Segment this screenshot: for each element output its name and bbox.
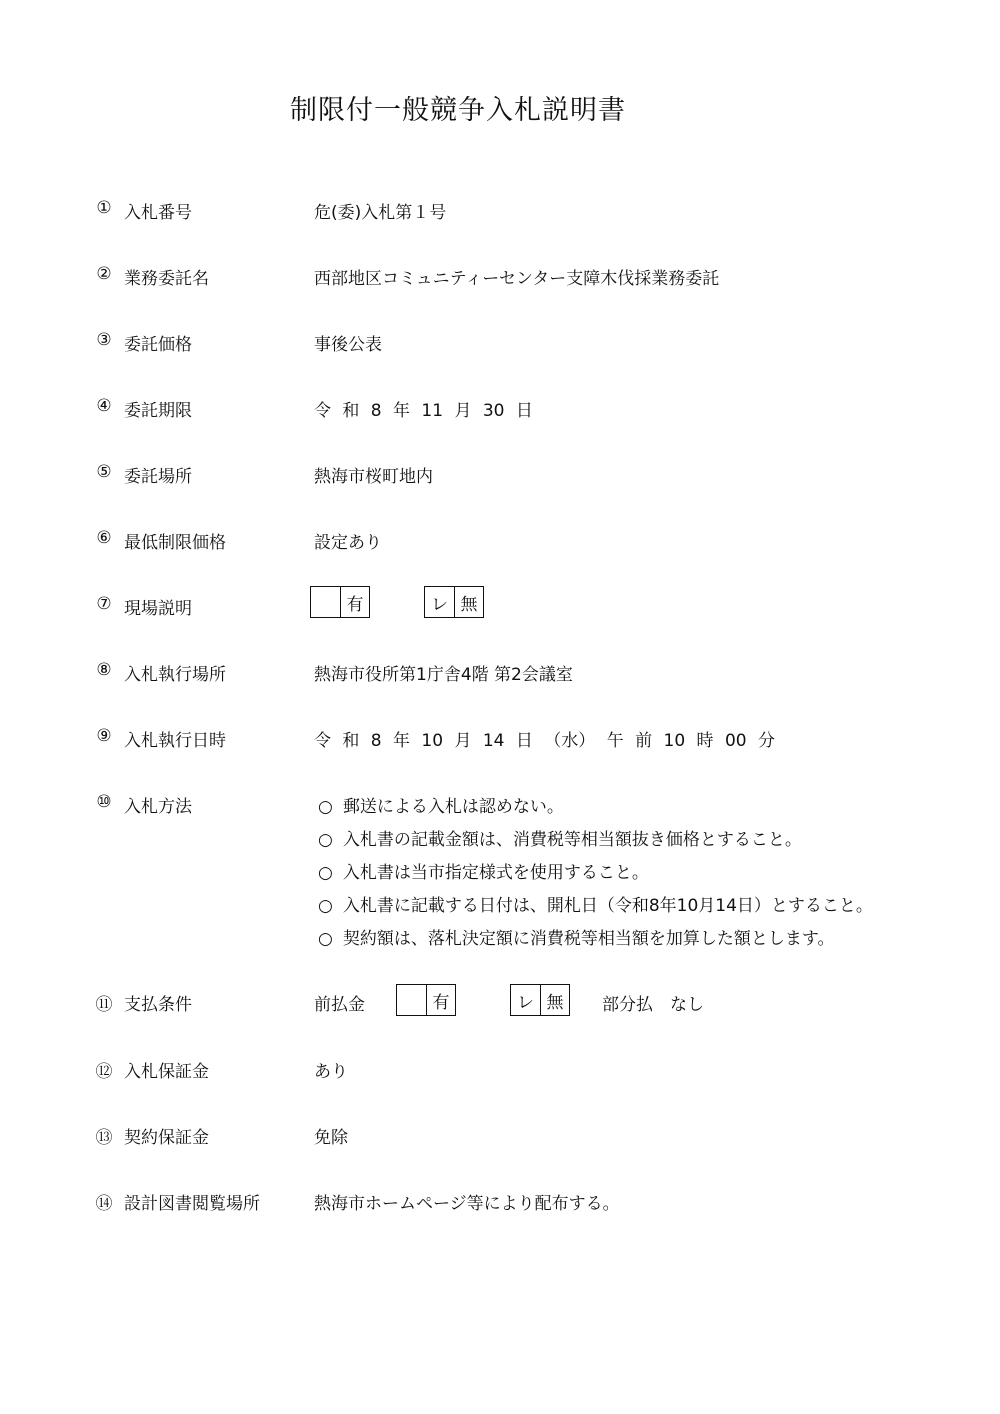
item-number: ⑬: [95, 1128, 113, 1148]
method-line: [318, 792, 564, 817]
item-bid-venue: [0, 660, 1000, 686]
item-label: 現場説明: [124, 599, 192, 619]
item-value: 事後公表: [314, 335, 382, 355]
item-number: ②: [96, 264, 112, 284]
item-number: ⑥: [96, 528, 112, 548]
checkbox-cell: レ: [517, 992, 534, 1013]
item-label: 入札方法: [124, 797, 192, 817]
item-value: 令 和 8 年 10 月 14 日 （水） 午 前 10 時 00 分: [314, 731, 775, 751]
item-label: 業務委託名: [124, 269, 209, 289]
checkbox-cell: [397, 985, 426, 1015]
item-label: 委託期限: [124, 401, 192, 421]
item-label: 設計図書閲覧場所: [124, 1194, 260, 1214]
item-number: ④: [96, 396, 112, 416]
item-number: ⑧: [96, 660, 112, 680]
item-value: あり: [314, 1062, 348, 1082]
item-label: 入札保証金: [124, 1062, 209, 1082]
option-label: 有: [426, 985, 455, 1015]
item-document-viewing: [0, 1189, 1000, 1215]
item-label: 委託価格: [124, 335, 192, 355]
item-contract-deadline: [0, 396, 1000, 422]
item-number: ⑭: [95, 1194, 113, 1214]
item-number: ③: [96, 330, 112, 350]
item-number: ⑪: [95, 995, 113, 1015]
item-contract-location: [0, 462, 1000, 488]
circle-bullet-icon: ○: [318, 830, 333, 850]
item-number: ⑩: [96, 792, 112, 812]
item-label: 委託場所: [124, 467, 192, 487]
checkbox-cell: レ: [431, 594, 448, 615]
item-label: 入札番号: [124, 203, 192, 223]
method-line: [318, 825, 802, 850]
item-bid-bond: [0, 1057, 1000, 1083]
item-contract-name: [0, 264, 1000, 290]
item-value: 設定あり: [314, 533, 382, 553]
prepayment-label: 前払金: [314, 995, 365, 1015]
item-value: 熱海市役所第1庁舎4階 第2会議室: [314, 665, 573, 685]
item-value: 危(委)入札第１号: [314, 203, 447, 223]
site-briefing-no-box: [424, 586, 484, 618]
item-label: 入札執行場所: [124, 665, 226, 685]
item-value: 令 和 8 年 11 月 30 日: [314, 401, 533, 421]
item-minimum-price: [0, 528, 1000, 554]
item-label: 契約保証金: [124, 1128, 209, 1148]
item-number: ①: [96, 198, 112, 218]
item-label: 入札執行日時: [124, 731, 226, 751]
item-payment-terms: [0, 990, 1000, 1016]
item-contract-bond: [0, 1123, 1000, 1149]
circle-bullet-icon: ○: [318, 863, 333, 883]
method-line: [318, 924, 834, 949]
item-number: ⑫: [95, 1062, 113, 1082]
method-text: 契約額は、落札決定額に消費税等相当額を加算した額とします。: [342, 929, 835, 949]
item-contract-price: [0, 330, 1000, 356]
item-number: ⑤: [96, 462, 112, 482]
option-label: 無: [540, 985, 569, 1015]
document-title: 制限付一般競争入札説明書: [290, 95, 626, 126]
item-value: 熱海市桜町地内: [314, 467, 433, 487]
prepayment-yes-box: [396, 984, 456, 1016]
method-text: 入札書に記載する日付は、開札日（令和8年10月14日）とすること。: [342, 896, 873, 916]
method-text: 郵送による入札は認めない。: [342, 797, 564, 817]
circle-bullet-icon: ○: [318, 797, 333, 817]
site-briefing-yes-box: [310, 586, 370, 618]
circle-bullet-icon: ○: [318, 896, 333, 916]
item-bid-method: [0, 792, 1000, 952]
item-site-briefing: [0, 594, 1000, 620]
option-label: 無: [454, 587, 483, 617]
method-line: [318, 891, 873, 916]
item-bid-datetime: [0, 726, 1000, 752]
circle-bullet-icon: ○: [318, 929, 333, 949]
item-label: 支払条件: [124, 995, 192, 1015]
method-line: [318, 858, 649, 883]
item-value: 西部地区コミュニティーセンター支障木伐採業務委託: [314, 269, 720, 289]
method-text: 入札書は当市指定様式を使用すること。: [342, 863, 649, 883]
item-label: 最低制限価格: [124, 533, 226, 553]
item-value: 免除: [314, 1128, 348, 1148]
prepayment-no-box: [510, 984, 570, 1016]
item-value: 熱海市ホームページ等により配布する。: [314, 1194, 620, 1214]
item-number: ⑨: [96, 726, 112, 746]
option-label: 有: [340, 587, 369, 617]
checkbox-cell: [311, 587, 340, 617]
item-number: ⑦: [96, 594, 112, 614]
method-text: 入札書の記載金額は、消費税等相当額抜き価格とすること。: [342, 830, 802, 850]
item-bid-number: [0, 198, 1000, 224]
partial-payment: 部分払 なし: [602, 995, 704, 1015]
